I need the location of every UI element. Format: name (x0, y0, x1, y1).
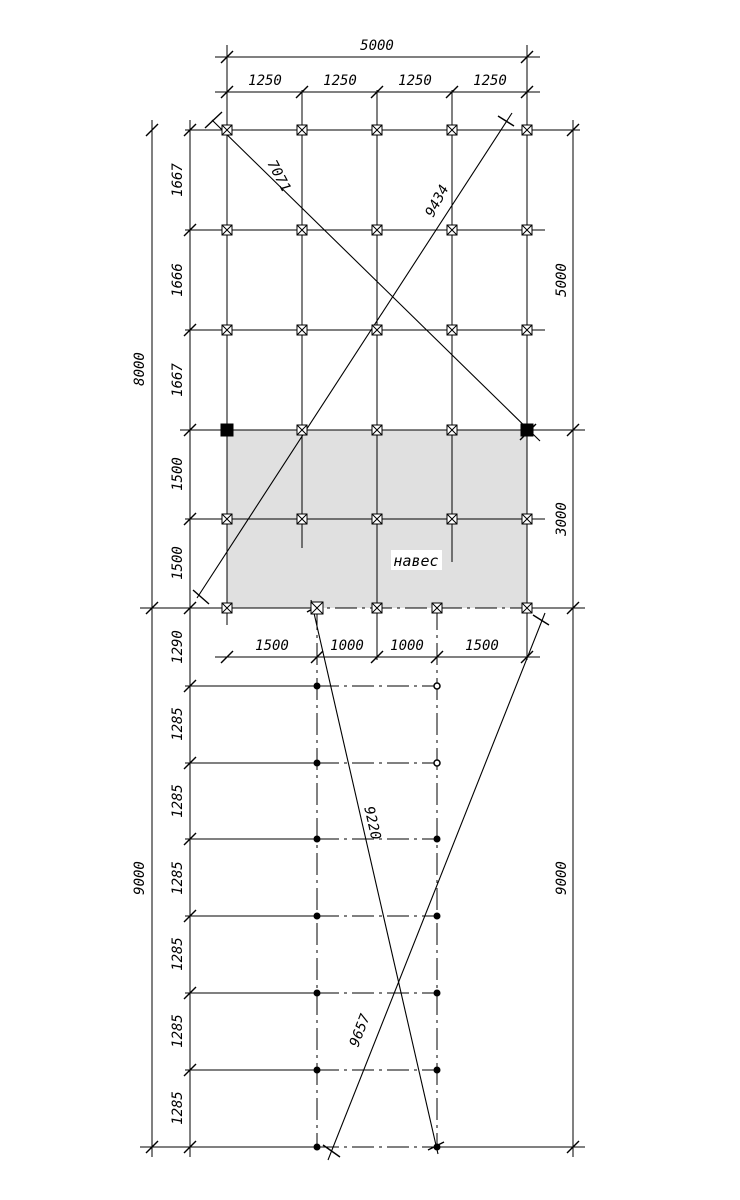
post-dot (434, 913, 441, 920)
column-marker (432, 603, 442, 613)
diagonal-measurements (193, 112, 549, 1160)
column-marker (522, 325, 532, 335)
dim-top-span-4: 1250 (473, 73, 507, 89)
column-marker (447, 325, 457, 335)
column-marker (447, 125, 457, 135)
diagonal-label-4: 9657 (346, 1011, 374, 1050)
column-marker (372, 514, 382, 524)
dim-right-upper: 5000 (554, 263, 570, 297)
column-marker (222, 514, 232, 524)
column-marker (372, 603, 382, 613)
column-marker (297, 425, 307, 435)
dim-mid-span-4: 1500 (465, 638, 499, 654)
dim-top-span-1: 1250 (248, 73, 282, 89)
column-marker (447, 425, 457, 435)
column-marker (372, 225, 382, 235)
post-dot (314, 990, 321, 997)
diagonal-label-2: 9434 (422, 182, 453, 220)
column-marker (222, 325, 232, 335)
dim-right-canopy: 3000 (554, 502, 570, 536)
diagonal-label-3: 9220 (360, 804, 384, 842)
dim-top-span-3: 1250 (398, 73, 432, 89)
post-dot (314, 683, 321, 690)
dim-left-lower-span-7: 1285 (170, 1091, 186, 1125)
column-marker (297, 225, 307, 235)
dim-left-upper-span-5: 1500 (170, 546, 186, 580)
column-marker (447, 514, 457, 524)
dim-mid-span-1: 1500 (255, 638, 289, 654)
post-dot (434, 1067, 441, 1074)
diagonal-line-1 (212, 120, 540, 441)
dim-left-upper-total: 8000 (132, 352, 148, 386)
column-marker (372, 425, 382, 435)
column-marker (522, 514, 532, 524)
column-marker (222, 225, 232, 235)
post-dot (314, 836, 321, 843)
dim-left-upper-span-1: 1667 (170, 163, 186, 197)
diagonal-label-1: 7071 (263, 157, 294, 195)
post-dot (314, 1067, 321, 1074)
column-marker (522, 225, 532, 235)
canopy-label: навес (393, 552, 439, 570)
column-marker (522, 603, 532, 613)
dim-top-span-2: 1250 (323, 73, 357, 89)
post-dot (314, 760, 321, 767)
dim-left-lower-span-6: 1285 (170, 1014, 186, 1048)
column-marker (297, 514, 307, 524)
column-marker (297, 125, 307, 135)
dim-left-lower-span-3: 1285 (170, 784, 186, 818)
post-dot (434, 990, 441, 997)
column-marker (297, 325, 307, 335)
dim-left-lower-span-4: 1285 (170, 861, 186, 895)
column-marker (222, 125, 232, 135)
dim-left-lower-span-1: 1290 (170, 630, 186, 664)
column-marker-solid (521, 424, 533, 436)
column-marker-solid (221, 424, 233, 436)
post-dot (434, 836, 441, 843)
dim-left-upper-span-3: 1667 (170, 363, 186, 397)
lower-grid (140, 608, 585, 1150)
post-dot (434, 760, 440, 766)
dim-left-lower-total: 9000 (132, 861, 148, 895)
column-marker (372, 325, 382, 335)
dim-left-upper-span-4: 1500 (170, 457, 186, 491)
column-marker (447, 225, 457, 235)
dim-mid-span-2: 1000 (330, 638, 364, 654)
dim-right-lower: 9000 (554, 861, 570, 895)
post-dot (314, 913, 321, 920)
dim-left-lower-span-5: 1285 (170, 937, 186, 971)
post-dot (434, 683, 440, 689)
dim-left-upper-span-2: 1666 (170, 263, 186, 297)
diagonal-line-3 (311, 600, 438, 1154)
column-marker (372, 125, 382, 135)
column-marker (222, 603, 232, 613)
dim-top-total: 5000 (360, 38, 394, 54)
column-marker (522, 125, 532, 135)
dim-left-lower-span-2: 1285 (170, 707, 186, 741)
post-dot (434, 1144, 441, 1151)
column-marker (311, 602, 323, 614)
dim-mid-span-3: 1000 (390, 638, 424, 654)
post-dot (314, 1144, 321, 1151)
